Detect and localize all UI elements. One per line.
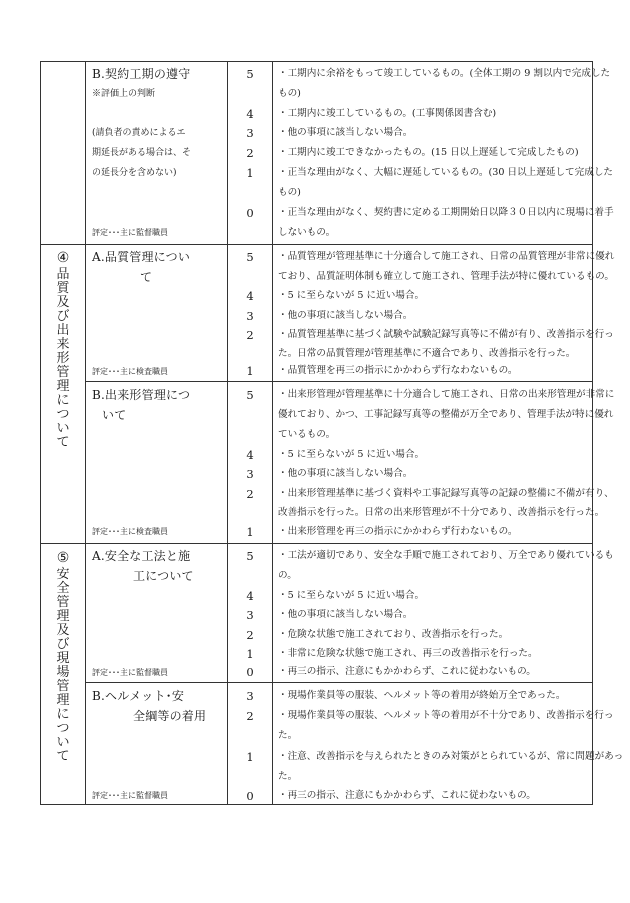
evaluator-label: 評定･･･主に検査職員: [92, 527, 168, 536]
score-value: 1: [246, 364, 254, 378]
column-divider: [272, 61, 273, 805]
criterion-text: ・他の事項に該当しない場合。: [278, 127, 413, 138]
criterion-text: ・注意、改善指示を与えられたときのみ対策がとられているが、常に問題があっ: [278, 751, 624, 762]
section-heading: [55, 568, 71, 764]
criterion-text: ・危険な状態で施工されており、改善指示を行った。: [278, 629, 509, 640]
criterion-text: ・出来形管理を再三の指示にかかわらず行わないもの。: [278, 526, 518, 537]
criterion-text: ・現場作業員等の服装、ヘルメット等の着用が不十分であり、改善指示を行っ: [278, 710, 614, 721]
score-value: 3: [246, 608, 254, 622]
section-heading-char: 及: [56, 623, 70, 638]
section-heading-char: 出: [56, 323, 70, 338]
criterion-text: ・現場作業員等の服装、ヘルメット等の着用が終始万全であった。: [278, 690, 566, 701]
score-value: 3: [246, 309, 254, 323]
section-heading-char: に: [56, 393, 70, 408]
score-value: 2: [246, 487, 254, 501]
criterion-text: 優れており、かつ、工事記録写真等の整備が万全であり、管理手法が特に優れ: [278, 409, 614, 420]
section-heading-char: 理: [56, 609, 70, 624]
section-heading-char: て: [56, 749, 70, 764]
table-left-border: [40, 61, 41, 805]
section-heading-char: に: [56, 707, 70, 722]
criterion-text: 改善指示を行った。日常の出来形管理が不十分であり、改善指示を行った。: [278, 507, 605, 518]
section-heading-char: 品: [56, 267, 70, 282]
evaluator-label: 評定･･･主に検査職員: [92, 367, 168, 376]
item-title: て: [140, 270, 153, 284]
section-heading-char: い: [56, 421, 70, 436]
score-value: 0: [246, 206, 254, 220]
evaluation-note: ※評価上の判断: [92, 89, 156, 99]
score-value: 5: [246, 250, 254, 264]
section-number: ④: [56, 250, 70, 266]
section-heading: [55, 268, 71, 450]
score-value: 5: [246, 549, 254, 563]
section-heading-char: 場: [56, 665, 70, 680]
section-divider: [40, 543, 593, 544]
criterion-text: ・品質管理が管理基準に十分適合して施工され、日常の品質管理が非常に優れ: [278, 251, 615, 262]
section-heading-char: 理: [56, 693, 70, 708]
score-value: 4: [246, 448, 254, 462]
column-divider: [85, 61, 86, 805]
criterion-text: ているもの。: [278, 429, 336, 440]
score-value: 1: [246, 647, 254, 661]
section-heading-char: 形: [56, 351, 70, 366]
criterion-text: ・他の事項に該当しない場合。: [278, 468, 413, 479]
section-heading-char: つ: [56, 721, 70, 736]
section-heading-char: 現: [56, 651, 70, 666]
criterion-text: ・品質管理基準に基づく試験や試験記録写真等に不備が有り、改善指示を行っ: [278, 329, 614, 340]
score-value: 3: [246, 126, 254, 140]
item-title: B.契約工期の遵守: [92, 67, 191, 81]
criterion-text: もの): [278, 187, 301, 198]
section-heading-char: 理: [56, 379, 70, 394]
item-divider: [85, 682, 593, 683]
criterion-text: ・再三の指示、注意にもかかわらず、これに従わないもの。: [278, 666, 536, 677]
item-title: A.品質管理につい: [92, 250, 191, 264]
section-heading-char: び: [56, 637, 70, 652]
criterion-text: ・正当な理由がなく、契約書に定める工期開始日以降３０日以内に現場に着手: [278, 207, 614, 218]
criterion-text: ・工期内に余裕をもって竣工しているもの。(全体工期の 9 割以内で完成した: [278, 68, 611, 79]
table-top-border: [40, 61, 593, 62]
criterion-text: ・5 に至らないが 5 に近い場合。: [278, 290, 425, 301]
score-value: 5: [246, 67, 254, 81]
criterion-text: ・他の事項に該当しない場合。: [278, 609, 413, 620]
evaluator-label: 評定･･･主に監督職員: [92, 668, 168, 677]
criterion-text: ・出来形管理基準に基づく資料や工事記録写真等の記録の整備に不備が有り、: [278, 488, 614, 499]
score-value: 1: [246, 525, 254, 539]
score-value: 4: [246, 107, 254, 121]
criterion-text: ・工期内に竣工できなかったもの。(15 日以上遅延して完成したもの): [278, 147, 579, 158]
item-title: 全綱等の着用: [133, 709, 207, 723]
score-value: 1: [246, 750, 254, 764]
section-heading-char: て: [56, 435, 70, 450]
criterion-text: ており、品質証明体制も確立して施工され、管理手法が特に優れているもの。: [278, 271, 614, 282]
criterion-text: ・工法が適切であり、安全な手順で施工されており、万全であり優れているも: [278, 550, 614, 561]
criterion-text: の。: [278, 570, 297, 581]
item-title: B.出来形管理につ: [92, 388, 191, 402]
section-heading-char: び: [56, 309, 70, 324]
score-value: 0: [246, 789, 254, 803]
item-title: A.安全な工法と施: [92, 549, 191, 563]
section-heading-char: 管: [56, 679, 70, 694]
score-value: 4: [246, 589, 254, 603]
criterion-text: た。日常の品質管理が管理基準に不適合であり、改善指示を行った。: [278, 348, 576, 359]
column-divider: [227, 61, 228, 805]
criterion-text: ・再三の指示、注意にもかかわらず、これに従わないもの。: [278, 790, 536, 801]
evaluator-label: 評定･･･主に監督職員: [92, 228, 168, 237]
evaluator-label: 評定･･･主に監督職員: [92, 791, 168, 800]
section-heading-char: つ: [56, 407, 70, 422]
section-heading-char: 安: [56, 567, 70, 582]
item-divider: [85, 381, 593, 382]
score-value: 1: [246, 166, 254, 180]
section-heading-char: 管: [56, 365, 70, 380]
item-remark: 期延長がある場合は、そ: [92, 148, 192, 158]
item-title: いて: [102, 408, 127, 422]
section-heading-char: 質: [56, 281, 70, 296]
item-title: B.ヘルメット･安: [92, 689, 185, 703]
section-heading-char: 来: [56, 337, 70, 352]
score-value: 3: [246, 467, 254, 481]
criterion-text: た。: [278, 730, 298, 741]
section-divider: [40, 244, 593, 245]
criterion-text: ・非常に危険な状態で施工され、再三の改善指示を行った。: [278, 648, 538, 659]
section-heading-char: 全: [56, 581, 70, 596]
section-heading-char: 管: [56, 595, 70, 610]
criterion-text: しないもの。: [278, 227, 336, 238]
criterion-text: もの): [278, 88, 301, 99]
item-remark: の延長分を含めない): [92, 168, 177, 178]
criterion-text: ・品質管理を再三の指示にかかわらず行なわないもの。: [278, 365, 518, 376]
item-title: 工について: [133, 569, 194, 583]
criterion-text: ・他の事項に該当しない場合。: [278, 310, 413, 321]
score-value: 4: [246, 289, 254, 303]
criterion-text: ・正当な理由がなく、大幅に遅延しているもの。(30 日以上遅延して完成した: [278, 167, 614, 178]
score-value: 3: [246, 689, 254, 703]
section-heading-char: 及: [56, 295, 70, 310]
criterion-text: ・出来形管理が管理基準に十分適合して施工され、日常の出来形管理が非常に: [278, 389, 615, 400]
score-value: 2: [246, 146, 254, 160]
section-heading-char: い: [56, 735, 70, 750]
criterion-text: ・5 に至らないが 5 に近い場合。: [278, 590, 425, 601]
score-value: 5: [246, 388, 254, 402]
criterion-text: ・5 に至らないが 5 に近い場合。: [278, 449, 425, 460]
criterion-text: ・工期内に竣工しているもの。(工事関係図書含む): [278, 108, 497, 119]
item-remark: (請負者の責めによるエ: [92, 128, 186, 138]
score-value: 0: [246, 665, 254, 679]
score-value: 2: [246, 628, 254, 642]
criterion-text: た。: [278, 771, 298, 782]
score-value: 2: [246, 709, 254, 723]
section-number: ⑤: [56, 550, 70, 566]
score-value: 2: [246, 328, 254, 342]
evaluation-table: [40, 61, 624, 805]
